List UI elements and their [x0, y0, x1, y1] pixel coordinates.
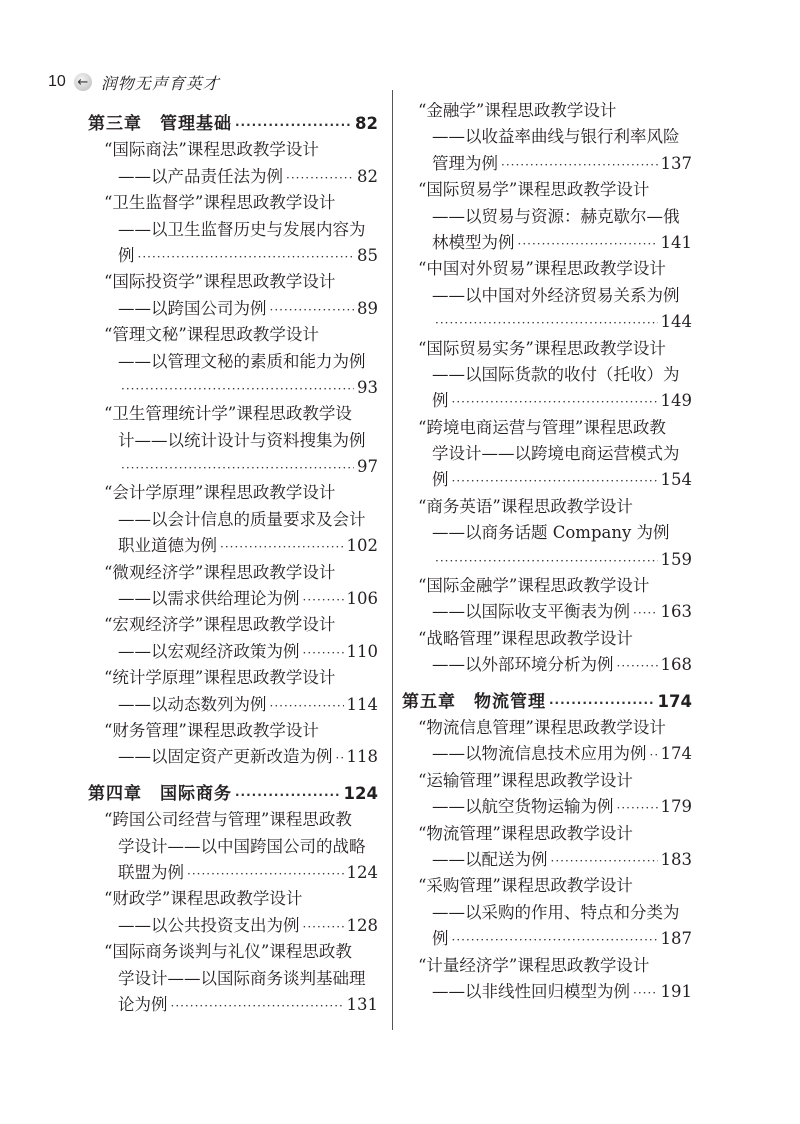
entry-page-number: 106 [346, 589, 378, 609]
entry-text: ——以中国对外经济贸易关系为例 [432, 285, 680, 305]
entry-page-number: 82 [357, 166, 378, 186]
chapter-title: 第三章 管理基础 [88, 114, 232, 134]
entry-page-number: 179 [660, 797, 692, 817]
leader-dots [121, 376, 354, 402]
toc-entry[interactable] [402, 768, 692, 821]
toc-entry-line [402, 873, 692, 899]
entry-text: “国际投资学”课程思政教学设计 [104, 272, 336, 292]
entry-text: “国际贸易实务”课程思政教学设计 [418, 338, 666, 358]
entry-text: ——以商务话题 Company 为例 [432, 523, 670, 543]
entry-page-number: 97 [357, 457, 378, 477]
leader-dots [617, 653, 658, 679]
entry-page-number: 187 [660, 929, 692, 949]
toc-entry-line [88, 243, 378, 269]
entry-text: ——以产品责任法为例 [118, 166, 283, 186]
toc-entry-line [88, 349, 378, 375]
toc-entry[interactable] [88, 269, 378, 322]
entry-text: 例 [432, 929, 449, 949]
entry-page-number: 144 [660, 312, 692, 332]
book-title: 润物无声育英才 [100, 73, 220, 93]
toc-entry-line [402, 388, 692, 414]
entry-text: ——以公共投资支出为例 [118, 915, 300, 935]
entry-page-number: 124 [346, 862, 378, 882]
toc-entry-line [88, 992, 378, 1018]
entry-text: ——以管理文秘的素质和能力为例 [118, 351, 366, 371]
leader-dots [452, 389, 658, 415]
entry-text: 联盟为例 [118, 862, 184, 882]
entry-text: ——以外部环境分析为例 [432, 655, 614, 675]
toc-chapter[interactable] [402, 689, 692, 715]
toc-entry-line [402, 926, 692, 952]
entry-text: 例 [432, 470, 449, 490]
toc-entry-line [88, 560, 378, 586]
toc-entry-line [402, 283, 692, 309]
toc-entry-line [88, 507, 378, 533]
toc-entry-line [88, 639, 378, 665]
toc-entry[interactable] [402, 873, 692, 952]
toc-entry-line [88, 217, 378, 243]
toc-entry[interactable] [402, 177, 692, 256]
entry-text: ——以国际收支平衡表为例 [432, 602, 630, 622]
leader-dots [551, 848, 658, 874]
entry-page-number: 128 [346, 915, 378, 935]
toc-entry-line [88, 190, 378, 216]
entry-text: “国际金融学”课程思政教学设计 [418, 576, 650, 596]
entry-text: 管理为例 [432, 153, 498, 173]
toc-entry[interactable] [88, 560, 378, 613]
entry-text: “采购管理”课程思政教学设计 [418, 876, 633, 896]
entry-text: “国际贸易学”课程思政教学设计 [418, 180, 650, 200]
leader-dots [617, 795, 658, 821]
entry-text: ——以跨国公司为例 [118, 298, 267, 318]
leader-dots [549, 690, 655, 716]
page-number: 10 [48, 73, 66, 90]
entry-page-number: 163 [660, 602, 692, 622]
leader-dots [303, 587, 344, 613]
toc-entry-line [402, 573, 692, 599]
toc-entry-line [88, 454, 378, 480]
leader-dots [518, 231, 658, 257]
toc-entry-line [402, 230, 692, 256]
leader-dots [633, 600, 658, 626]
entry-page-number: 110 [346, 641, 378, 661]
entry-text: “管理文秘”课程思政教学设计 [104, 325, 319, 345]
toc-entry-line [88, 886, 378, 912]
entry-text: “财政学”课程思政教学设计 [104, 889, 303, 909]
toc-entry-line [402, 520, 692, 546]
leader-dots [452, 927, 658, 953]
leader-dots [336, 745, 344, 771]
toc-entry-line [88, 744, 378, 770]
toc-entry-line [88, 296, 378, 322]
entry-text: “统计学原理”课程思政教学设计 [104, 668, 336, 688]
entry-text: “会计学原理”课程思政教学设计 [104, 483, 336, 503]
leader-dots [235, 782, 341, 808]
leader-dots [435, 548, 658, 574]
toc-entry[interactable] [402, 626, 692, 679]
toc-entry-line [88, 322, 378, 348]
entry-text: ——以非线性回归模型为例 [432, 981, 630, 1001]
toc-entry-line [88, 375, 378, 401]
toc-entry-line [88, 269, 378, 295]
toc-entry-line [402, 336, 692, 362]
toc-entry-line [402, 768, 692, 794]
entry-page-number: 137 [660, 153, 692, 173]
entry-page-number: 168 [660, 655, 692, 675]
toc-entry-line [402, 979, 692, 1005]
entry-text: “财务管理”课程思政教学设计 [104, 720, 319, 740]
entry-text: ——以航空货物运输为例 [432, 797, 614, 817]
entry-text: ——以宏观经济政策为例 [118, 641, 300, 661]
leader-dots [121, 455, 354, 481]
entry-page-number: 159 [660, 549, 692, 569]
entry-text: 论为例 [118, 994, 168, 1014]
leader-dots [138, 244, 355, 270]
entry-text: “国际商法”课程思政教学设计 [104, 140, 319, 160]
toc-entry[interactable] [88, 612, 378, 665]
toc-entry-line [402, 362, 692, 388]
entry-text: 学设计——以国际商务谈判基础理 [118, 968, 366, 988]
entry-text: “金融学”课程思政教学设计 [418, 101, 617, 120]
toc-entry-line [88, 939, 378, 965]
entry-page-number: 141 [660, 232, 692, 252]
entry-text: 例 [118, 245, 135, 265]
toc-entry[interactable] [402, 494, 692, 573]
leader-dots [235, 112, 352, 138]
toc-entry-line [402, 821, 692, 847]
toc-entry-line [88, 966, 378, 992]
entry-text: “中国对外贸易”课程思政教学设计 [418, 259, 666, 279]
toc-entry-line [88, 807, 378, 833]
entry-text: ——以会计信息的质量要求及会计 [118, 509, 366, 529]
toc-entry-line [402, 494, 692, 520]
entry-text: ——以动态数列为例 [118, 694, 267, 714]
toc-entry[interactable] [402, 415, 692, 494]
toc-entry-line [402, 626, 692, 652]
entry-page-number: 118 [346, 747, 378, 767]
entry-text: ——以国际货款的收付（托收）为 [432, 364, 680, 384]
arrow-left-icon: ← [74, 73, 92, 91]
entry-text: ——以需求供给理论为例 [118, 589, 300, 609]
toc-entry-line [88, 533, 378, 559]
toc-entry-line [402, 599, 692, 625]
toc-entry[interactable] [88, 190, 378, 269]
entry-text: ——以卫生监督历史与发展内容为 [118, 219, 366, 239]
entry-text: 林模型为例 [432, 232, 515, 252]
column-divider [392, 90, 393, 1030]
toc-entry-line [88, 586, 378, 612]
entry-text: “跨国公司经营与管理”课程思政教 [104, 810, 352, 830]
leader-dots [286, 165, 354, 191]
toc-entry-line [402, 900, 692, 926]
toc-entry-line [402, 98, 692, 124]
toc-entry-line [402, 467, 692, 493]
chapter-page-number: 82 [355, 114, 378, 133]
toc-entry-line [88, 164, 378, 190]
toc-entry[interactable] [402, 98, 692, 177]
entry-text: “国际商务谈判与礼仪”课程思政教 [104, 942, 352, 962]
entry-page-number: 85 [357, 245, 378, 265]
chapter-title: 第四章 国际商务 [88, 783, 232, 804]
toc-entry-line [402, 953, 692, 979]
toc-entry[interactable] [88, 939, 378, 1018]
toc-entry-line [88, 665, 378, 691]
toc-entry-line [88, 718, 378, 744]
toc-entry-line [88, 913, 378, 939]
leader-dots [270, 693, 344, 719]
toc-column-right [402, 98, 692, 1005]
entry-text: ——以采购的作用、特点和分类为 [432, 902, 680, 922]
entry-text: “商务英语”课程思政教学设计 [418, 496, 633, 516]
entry-text: “物流管理”课程思政教学设计 [418, 823, 633, 843]
toc-entry[interactable] [402, 256, 692, 335]
entry-page-number: 191 [660, 981, 692, 1001]
entry-page-number: 102 [346, 536, 378, 556]
toc-entry-line [88, 137, 378, 163]
leader-dots [452, 468, 658, 494]
entry-page-number: 154 [660, 470, 692, 490]
toc-entry-line [88, 401, 378, 427]
toc-chapter[interactable] [88, 781, 378, 807]
entry-text: ——以配送为例 [432, 849, 548, 869]
leader-dots [270, 297, 355, 323]
leader-dots [187, 861, 344, 887]
toc-entry[interactable] [88, 886, 378, 939]
entry-text: “宏观经济学”课程思政教学设计 [104, 615, 336, 635]
entry-page-number: 131 [346, 994, 378, 1014]
toc-entry[interactable] [402, 953, 692, 1006]
toc-column-left [88, 111, 378, 1018]
entry-text: “运输管理”课程思政教学设计 [418, 770, 633, 790]
entry-text: ——以收益率曲线与银行利率风险 [432, 127, 680, 147]
entry-text: “跨境电商运营与管理”课程思政教 [418, 417, 666, 437]
toc-entry-line [402, 441, 692, 467]
toc-entry-line [88, 860, 378, 886]
toc-entry-line [402, 151, 692, 177]
chapter-page-number: 124 [343, 783, 378, 803]
chapter-title: 第五章 物流管理 [402, 691, 546, 712]
toc-entry[interactable] [88, 401, 378, 480]
entry-text: “微观经济学”课程思政教学设计 [104, 562, 336, 582]
entry-text: 学设计——以跨境电商运营模式为 [432, 444, 680, 464]
toc-entry-line [402, 256, 692, 282]
toc-entry[interactable] [402, 336, 692, 415]
toc-entry-line [402, 847, 692, 873]
toc-entry-line [402, 652, 692, 678]
toc-entry[interactable] [88, 322, 378, 401]
toc-entry[interactable] [88, 665, 378, 718]
entry-page-number: 89 [357, 298, 378, 318]
toc-entry-line [402, 715, 692, 741]
entry-text: 例 [432, 391, 449, 411]
toc-entry-line [88, 480, 378, 506]
entry-text: ——以贸易与资源：赫克歇尔—俄 [432, 206, 680, 226]
entry-page-number: 114 [346, 694, 378, 714]
toc-entry-line [402, 177, 692, 203]
entry-text: “战略管理”课程思政教学设计 [418, 628, 633, 648]
toc-entry-line [402, 741, 692, 767]
toc-entry[interactable] [402, 573, 692, 626]
toc-entry-line [88, 692, 378, 718]
toc-entry[interactable] [88, 807, 378, 886]
leader-dots [220, 534, 344, 560]
toc-entry-line [402, 415, 692, 441]
leader-dots [633, 980, 658, 1006]
toc-entry[interactable] [402, 715, 692, 768]
entry-page-number: 183 [660, 849, 692, 869]
leader-dots [435, 310, 658, 336]
toc-entry-line [402, 124, 692, 150]
leader-dots [303, 914, 344, 940]
leader-dots [501, 152, 658, 178]
entry-text: ——以固定资产更新改造为例 [118, 747, 333, 767]
entry-text: 职业道德为例 [118, 536, 217, 556]
entry-text: “卫生管理统计学”课程思政教学设 [104, 404, 352, 424]
entry-text: “物流信息管理”课程思政教学设计 [418, 717, 666, 737]
toc-entry-line [402, 794, 692, 820]
toc-entry-line [88, 612, 378, 638]
toc-chapter[interactable] [88, 111, 378, 137]
leader-dots [650, 742, 658, 768]
toc-entry[interactable] [88, 137, 378, 190]
entry-page-number: 93 [357, 377, 378, 397]
entry-text: “计量经济学”课程思政教学设计 [418, 955, 650, 975]
toc-entry-line [402, 204, 692, 230]
entry-text: 学设计——以中国跨国公司的战略 [118, 836, 366, 856]
chapter-page-number: 174 [657, 691, 692, 711]
toc-entry[interactable] [88, 718, 378, 771]
toc-entry-line [402, 309, 692, 335]
toc-entry[interactable] [402, 821, 692, 874]
entry-text: 计——以统计设计与资料搜集为例 [118, 430, 366, 450]
toc-entry-line [402, 547, 692, 573]
leader-dots [171, 993, 344, 1019]
entry-page-number: 149 [660, 391, 692, 411]
toc-entry-line [88, 428, 378, 454]
toc-entry-line [88, 834, 378, 860]
toc-entry[interactable] [88, 480, 378, 559]
entry-text: ——以物流信息技术应用为例 [432, 744, 647, 764]
running-header [48, 70, 220, 94]
entry-page-number: 174 [660, 744, 692, 764]
entry-text: “卫生监督学”课程思政教学设计 [104, 193, 336, 213]
leader-dots [303, 640, 344, 666]
